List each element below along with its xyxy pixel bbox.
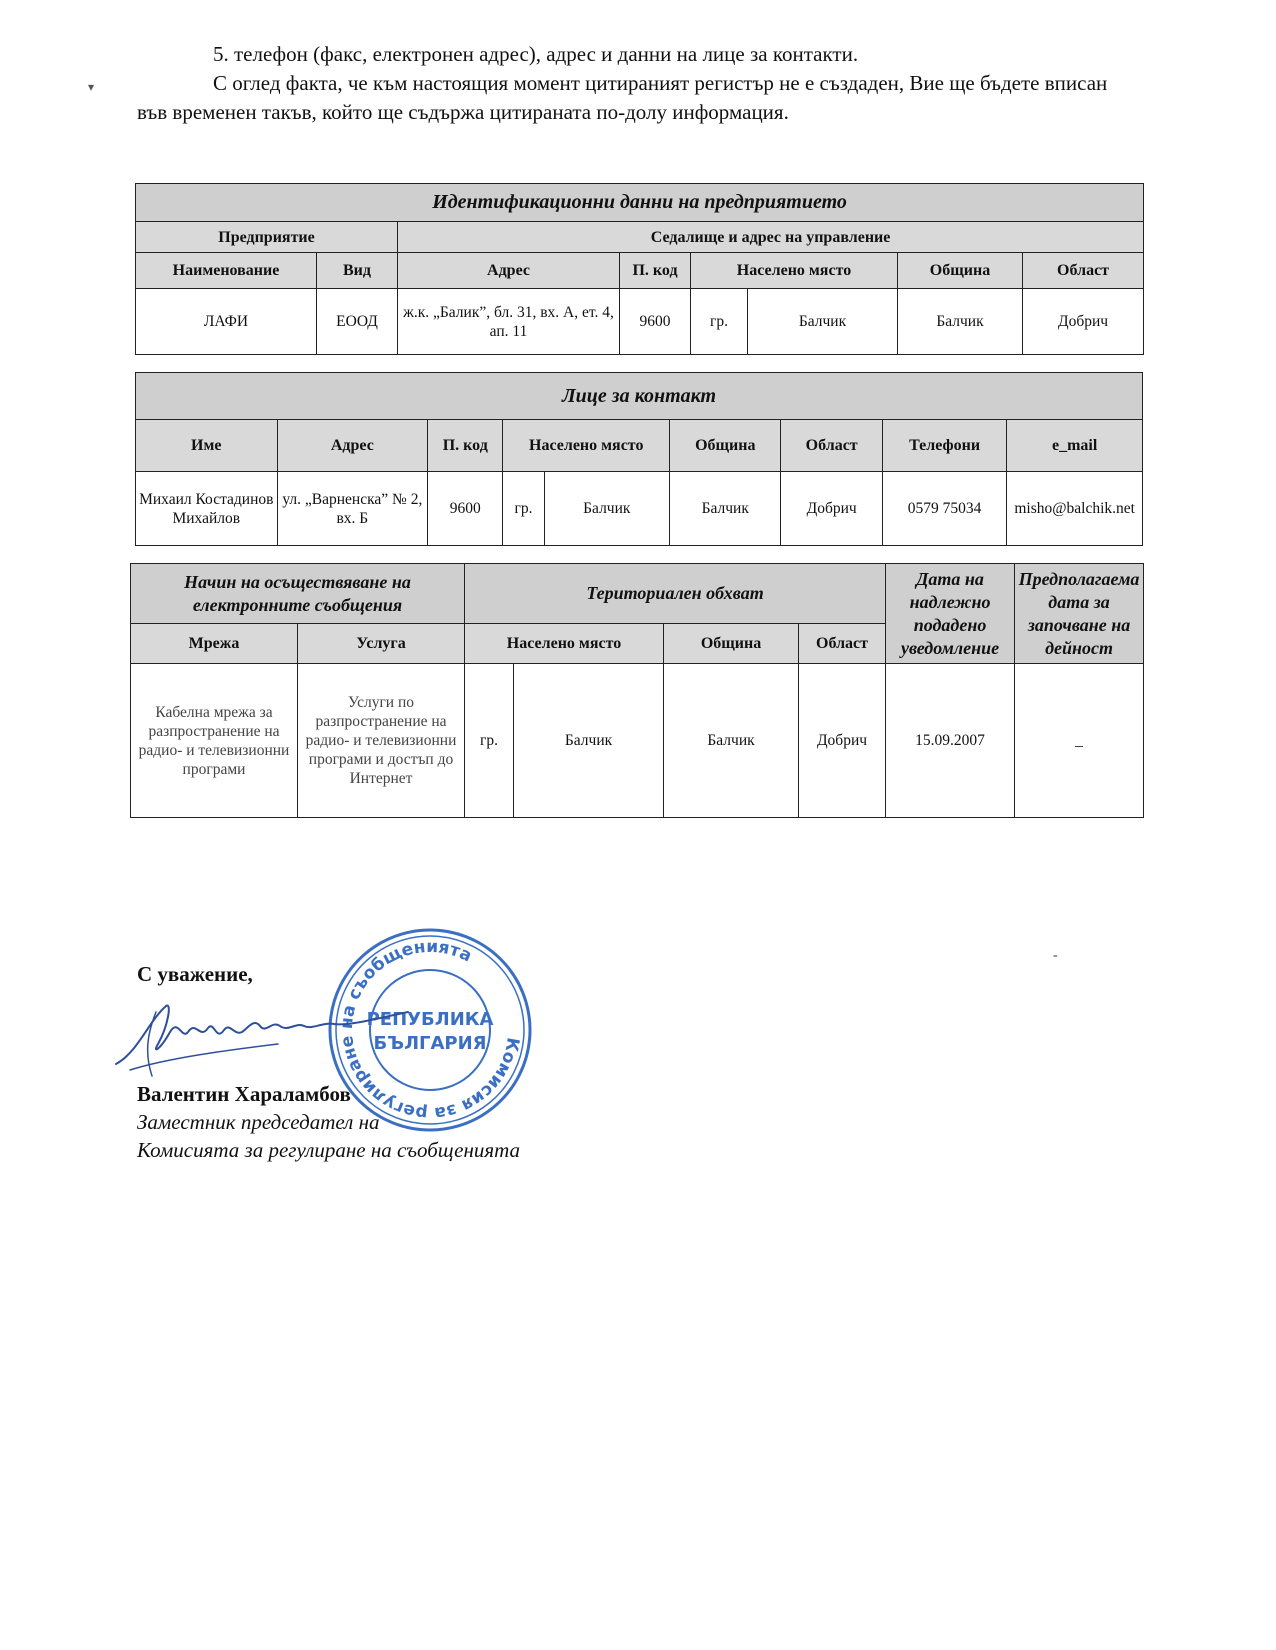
header-region: Област: [1023, 253, 1144, 289]
handwritten-signature: [108, 992, 428, 1087]
seal-ring-text: Комисия за регулиране на съобщенията: [336, 936, 523, 1124]
seal-center-line-1: РЕПУБЛИКА: [366, 1009, 494, 1030]
header-contact-postcode: П. код: [428, 420, 503, 472]
header-contact-email: e_mail: [1007, 420, 1143, 472]
service-group-method: Начин на осъществяване на електронните съобщения: [131, 564, 465, 624]
header-notice-date: Дата на надлежно подадено уведомление: [886, 564, 1015, 664]
contact-postcode: 9600: [428, 472, 503, 546]
company-group-enterprise: Предприятие: [136, 222, 398, 253]
contact-settlement-type: гр.: [503, 472, 544, 546]
company-table-title: Идентификационни данни на предприятието: [136, 184, 1144, 222]
table-row: [136, 472, 1143, 546]
contact-region: Добрич: [781, 472, 882, 546]
service-start-date: _: [1015, 664, 1144, 818]
company-type: ЕООД: [317, 289, 398, 355]
signer-name: Валентин Хараламбов: [137, 1082, 351, 1106]
header-municipality: Община: [898, 253, 1023, 289]
table-row: [136, 289, 1144, 355]
company-name: ЛАФИ: [136, 289, 317, 355]
seal-center-line-2: БЪЛГАРИЯ: [373, 1033, 487, 1054]
header-address: Адрес: [398, 253, 620, 289]
company-address: ж.к. „Балик”, бл. 31, вх. А, ет. 4, ап. 11: [398, 289, 620, 355]
table-row: [131, 664, 1144, 818]
contact-name: Михаил Костадинов Михайлов: [136, 472, 278, 546]
contact-phone: 0579 75034: [882, 472, 1006, 546]
header-type: Вид: [317, 253, 398, 289]
signer-position-1: Заместник председател на: [137, 1110, 380, 1134]
service-settlement-type: гр.: [465, 664, 514, 818]
header-contact-municipality: Община: [670, 420, 781, 472]
header-postcode: П. код: [620, 253, 691, 289]
intro-line-1: 5. телефон (факс, електронен адрес), адрес и данни на лице за контакти.: [213, 42, 859, 66]
header-service-region: Област: [799, 624, 886, 664]
header-network: Мрежа: [131, 624, 298, 664]
scan-speck: ▾: [88, 80, 95, 94]
company-region: Добрич: [1023, 289, 1144, 355]
service-network: Кабелна мрежа за разпространение на радио- и телевизионни програми: [131, 664, 298, 818]
company-table: [135, 183, 1144, 355]
contact-email: misho@balchik.net: [1007, 472, 1143, 546]
service-settlement: Балчик: [514, 664, 664, 818]
service-municipality: Балчик: [664, 664, 799, 818]
header-start-date: Предполагаема дата за започване на дейност: [1015, 564, 1144, 664]
header-contact-region: Област: [781, 420, 882, 472]
header-service-settlement: Населено място: [465, 624, 664, 664]
company-group-seat: Седалище и адрес на управление: [398, 222, 1144, 253]
salutation: С уважение,: [137, 962, 253, 986]
company-settlement-type: гр.: [691, 289, 748, 355]
header-contact-phone: Телефони: [882, 420, 1006, 472]
header-contact-name: Име: [136, 420, 278, 472]
service-table: [130, 563, 1144, 818]
scan-speck: -: [1053, 948, 1058, 963]
intro-text: [137, 40, 1137, 127]
company-settlement: Балчик: [748, 289, 898, 355]
service-region: Добрич: [799, 664, 886, 818]
signer-position-2: Комисията за регулиране на съобщенията: [137, 1138, 521, 1162]
contact-table-title: Лице за контакт: [136, 373, 1143, 420]
header-name: Наименование: [136, 253, 317, 289]
signer-block: [137, 1080, 520, 1164]
service-notice-date: 15.09.2007: [886, 664, 1015, 818]
service-group-territory: Териториален обхват: [465, 564, 886, 624]
contact-table: [135, 372, 1143, 546]
header-service: Услуга: [298, 624, 465, 664]
company-postcode: 9600: [620, 289, 691, 355]
header-service-municipality: Община: [664, 624, 799, 664]
contact-municipality: Балчик: [670, 472, 781, 546]
company-municipality: Балчик: [898, 289, 1023, 355]
contact-settlement: Балчик: [544, 472, 669, 546]
contact-address: ул. „Варненска” № 2, вх. Б: [277, 472, 428, 546]
header-contact-address: Адрес: [277, 420, 428, 472]
intro-line-2: С оглед факта, че към настоящия момент цитираният регистър не е създаден, Вие ще бъдете вписан във временен такъв, който ще съдържа цитираната по-долу информация.: [137, 71, 1108, 124]
header-settlement: Населено място: [691, 253, 898, 289]
header-contact-settlement: Населено място: [503, 420, 670, 472]
service-description: Услуги по разпространение на радио- и телевизионни програми и достъп до Интернет: [298, 664, 465, 818]
